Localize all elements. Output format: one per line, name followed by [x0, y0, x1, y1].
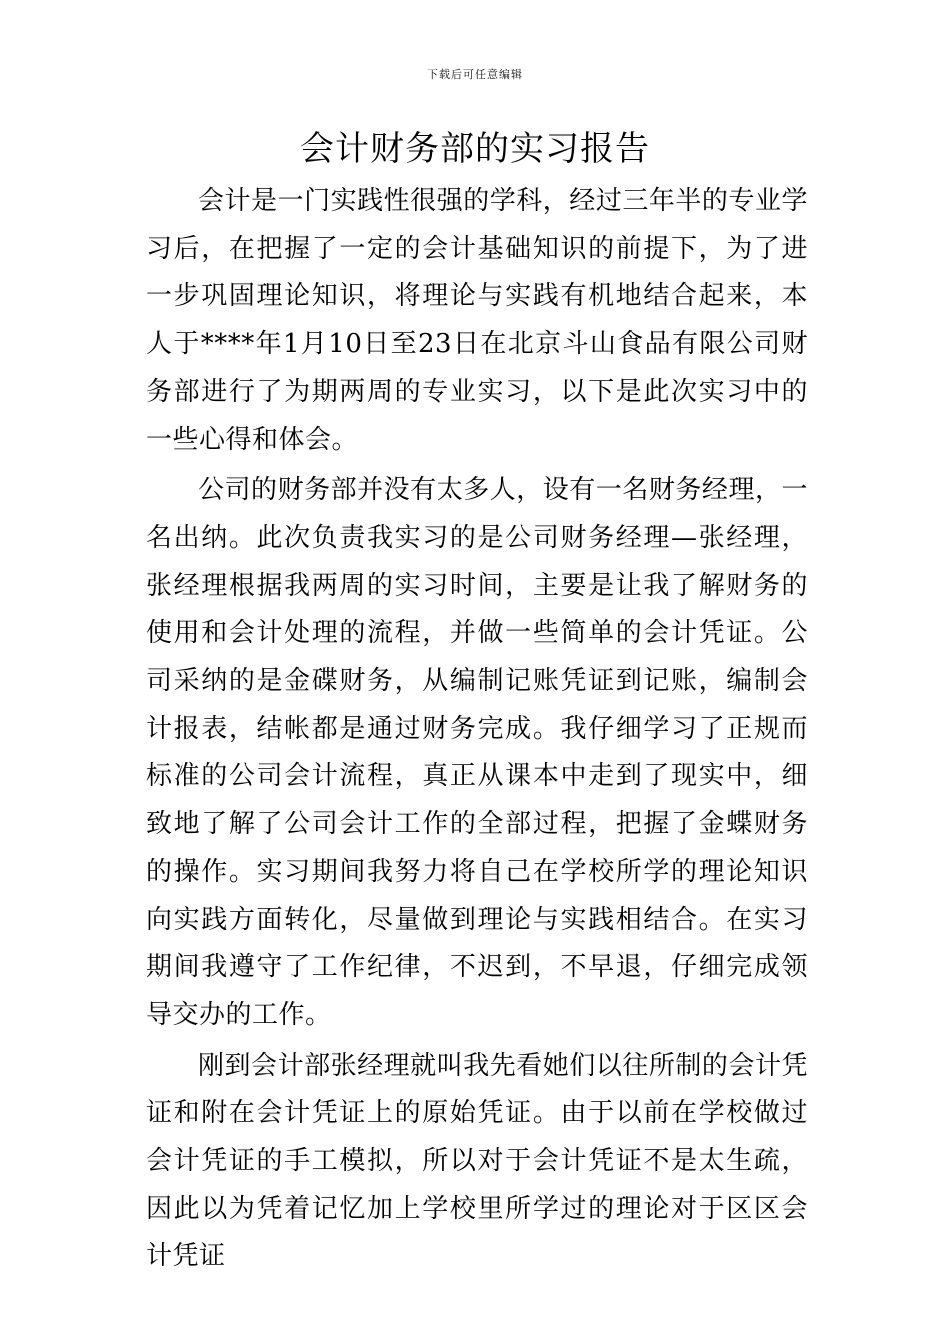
paragraph-1: 会计是一门实践性很强的学科，经过三年半的专业学习后，在把握了一定的会计基础知识的前提下，为了进一步巩固理论知识，将理论与实践有机地结合起来，本人于****年1月10日至23日在北京斗山食品有限公司财务部进行了为期两周的专业实习，以下是此次实习中的一些心得和体会。 — [146, 186, 808, 455]
paragraph-3: 刚到会计部张经理就叫我先看她们以往所制的会计凭证和附在会计凭证上的原始凭证。由于以前在学校做过会计凭证的手工模拟，所以对于会计凭证不是太生疏，因此以为凭着记忆加上学校里所学过的理论对于区区会计凭证 — [146, 1050, 808, 1272]
header-note: 下载后可任意编辑 — [427, 68, 523, 81]
document-body — [146, 178, 808, 1284]
document-title: 会计财务部的实习报告 — [300, 129, 650, 169]
paragraph-2: 公司的财务部并没有太多人，设有一名财务经理，一名出纳。此次负责我实习的是公司财务经理—张经理，张经理根据我两周的实习时间，主要是让我了解财务的使用和会计处理的流程，并做一些简单的会计凭证。公司采纳的是金碟财务，从编制记账凭证到记账，编制会计报表，结帐都是通过财务完成。我仔细学习了正规而标准的公司会计流程，真正从课本中走到了现实中，细致地了解了公司会计工作的全部过程，把握了金蝶财务的操作。实习期间我努力将自己在学校所学的理论知识向实践方面转化，尽量做到理论与实践相结合。在实习期间我遵守了工作纪律，不迟到，不早退，仔细完成领导交办的工作。 — [146, 475, 808, 1030]
